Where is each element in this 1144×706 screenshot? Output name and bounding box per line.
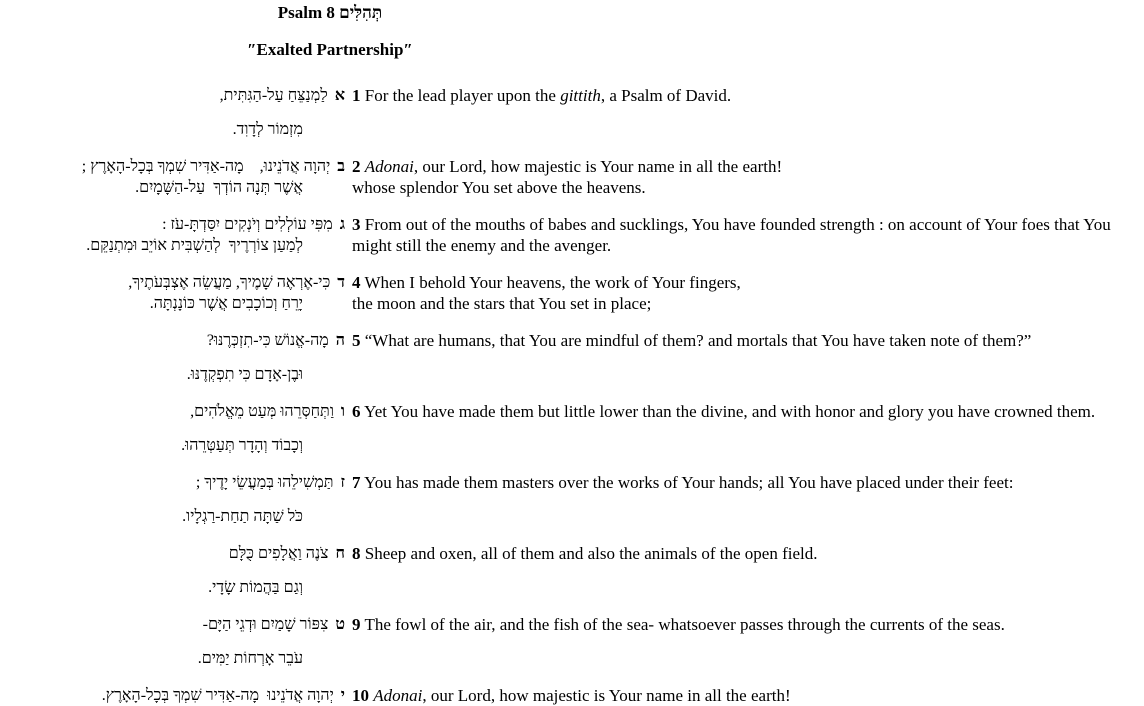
english-run: “What are humans, that You are mindful of them? and mortals that You have taken note of them?”: [364, 331, 1032, 350]
verse-letter-hebrew: ד: [337, 274, 345, 291]
hebrew-line-1: [0, 401, 345, 422]
verse-number: 7: [352, 473, 361, 492]
hebrew-line-1: [0, 272, 345, 293]
english-run: whose splendor You set above the heavens.: [352, 178, 646, 197]
hebrew-text-1: צֹנֶה וַאֲלָפִים כֻּלָּם: [228, 545, 329, 562]
verse-hebrew: [0, 543, 345, 598]
english-text: [364, 402, 1095, 421]
verse-english: [352, 543, 1144, 564]
verse-row: [0, 685, 1144, 706]
hebrew-line-2: מִזְמוֹר לְדָוִד.: [232, 121, 303, 138]
english-run: Adonai: [373, 686, 423, 705]
title-english: Psalm 8: [277, 3, 335, 22]
english-text: [352, 273, 741, 313]
verse-letter-hebrew: י: [340, 687, 345, 704]
hebrew-line-1: [0, 614, 345, 635]
hebrew-line-1: [0, 330, 345, 351]
verse-row: [0, 156, 1144, 198]
english-text: [352, 157, 782, 197]
hebrew-line-2: כֹּל שַׁתָּה תַחַת-רַגְלָיו.: [182, 508, 303, 525]
english-text: [365, 86, 731, 105]
english-run: , our Lord, how majestic is Your name in all the earth!: [413, 157, 783, 176]
english-run: The fowl of the air, and the fish of the sea- whatsoever passes through the currents of the seas.: [364, 615, 1005, 634]
hebrew-text-1: תַּמְשִׁילֵהוּ בְּמַעֲשֵׂי יָדֶיךָ ;: [195, 474, 334, 491]
english-run: For the lead player upon the: [364, 86, 561, 105]
verse-number: 9: [352, 615, 361, 634]
verse-english: [352, 685, 1144, 706]
verse-letter-hebrew: ט: [335, 616, 345, 633]
hebrew-line-2: וְכָבוֹד וְהָדָר תְּעַטְּרֵהוּ.: [181, 437, 303, 454]
hebrew-text-1: כִּי-אֶרְאֶה שָׁמֶיךָ, מַעֲשֵׂה אֶצְבְּעֹתֶיךָ,: [128, 274, 331, 291]
verse-row: [0, 272, 1144, 314]
verse-hebrew: [0, 472, 345, 527]
verse-number: 6: [352, 402, 361, 421]
english-text: [365, 331, 1032, 350]
verse-row: [0, 543, 1144, 598]
page-title: [0, 2, 660, 23]
hebrew-text-1: וַתְּחַסְּרֵהוּ מְּעַט מֵאֱלֹהִים,: [190, 403, 334, 420]
verse-letter-hebrew: ב: [337, 158, 345, 175]
hebrew-line-2: לְמַעַן צוֹרְרֶיךָ לְהַשְׁבִּית אוֹיֵב וּמִתְנַקֵּם.: [86, 237, 303, 254]
hebrew-text-1: צִפּוֹר שָׁמַיִם וּדְגֵי הַיָּם-: [202, 616, 329, 633]
verse-list: [0, 85, 1144, 706]
verse-english: [352, 614, 1144, 635]
verse-row: [0, 472, 1144, 527]
english-run: , a Psalm of David.: [600, 86, 732, 105]
verse-english: [352, 214, 1144, 256]
hebrew-line-1: [0, 685, 345, 706]
english-run: You has made them masters over the works of Your hands; all You have placed under their feet:: [364, 473, 1014, 492]
verse-english: [352, 330, 1144, 351]
hebrew-text-1: מִפִּי עוֹלְלִים וְיֹנְקִים יִסַּדְתָּ-עֹז :: [162, 216, 333, 233]
hebrew-text-1: יְהוָה אֲדֹנֵינוּ מָה-אַדִּיר שִׁמְךָ בְּכָל-הָאָרֶץ.: [101, 687, 334, 704]
verse-hebrew: [0, 272, 345, 314]
verse-english: [352, 401, 1144, 422]
verse-letter-hebrew: ג: [339, 216, 345, 233]
verse-number: 10: [352, 686, 369, 705]
verse-english: [352, 272, 1144, 314]
verse-row: [0, 614, 1144, 669]
english-text: [352, 215, 1111, 255]
hebrew-line-1: [0, 85, 345, 106]
verse-row: [0, 214, 1144, 256]
english-run: Adonai: [364, 157, 414, 176]
english-text: [364, 615, 1004, 634]
verse-letter-hebrew: ז: [340, 474, 345, 491]
english-run: When I behold Your heavens, the work of Your fingers,: [364, 273, 741, 292]
hebrew-line-1: [0, 472, 345, 493]
hebrew-line-2: וּבֶן-אָדָם כִּי תִפְקְדֶנּוּ.: [186, 366, 303, 383]
english-text: [373, 686, 790, 705]
hebrew-line-2: יָרֵחַ וְכוֹכָבִים אֲשֶׁר כּוֹנָנְתָּה.: [149, 295, 303, 312]
verse-number: 8: [352, 544, 361, 563]
english-text: [364, 473, 1013, 492]
verse-number: 1: [352, 86, 361, 105]
hebrew-text-1: לַמְנַצֵּחַ עַל-הַגִּתִּית,: [219, 87, 328, 104]
verse-letter-hebrew: א: [334, 87, 345, 104]
english-run: Sheep and oxen, all of them and also the animals of the open field.: [364, 544, 818, 563]
verse-hebrew: [0, 214, 345, 256]
verse-english: [352, 156, 1144, 198]
title-hebrew: תְּהִלִּים: [339, 3, 383, 22]
document-header: [0, 0, 660, 60]
verse-hebrew: [0, 401, 345, 456]
english-run: , our Lord, how majestic is Your name in all the earth!: [422, 686, 791, 705]
verse-hebrew: [0, 156, 345, 198]
verse-number: 3: [352, 215, 361, 234]
english-run: gittith: [560, 86, 601, 105]
hebrew-line-2: אֲשֶׁר תְּנָה הוֹדְךָ עַל-הַשָּׁמָיִם.: [135, 179, 303, 196]
english-run: From out of the mouths of babes and sucklings, You have founded strength : on account of Your foes that You might still the enemy and the avenger.: [352, 215, 1111, 255]
verse-number: 5: [352, 331, 361, 350]
verse-number: 2: [352, 157, 361, 176]
page-subtitle: ″Exalted Partnership″: [247, 40, 413, 59]
hebrew-line-2: עֹבֵר אָרְחוֹת יַמִּים.: [197, 650, 303, 667]
english-run: Yet You have made them but little lower than the divine, and with honor and glory you have crowned them.: [364, 402, 1096, 421]
verse-letter-hebrew: ה: [335, 332, 345, 349]
verse-letter-hebrew: ו: [340, 403, 345, 420]
verse-letter-hebrew: ח: [335, 545, 345, 562]
verse-hebrew: [0, 685, 345, 706]
verse-english: [352, 472, 1144, 493]
hebrew-text-1: מָה-אֱנוֹשׁ כִּי-תִזְכְּרֶנּוּ?: [206, 332, 329, 349]
english-text: [365, 544, 818, 563]
hebrew-text-1: יְהוָה אֲדֹנֵינוּ, מָה-אַדִּיר שִׁמְךָ בְּכָל-הָאָרֶץ ;: [81, 158, 331, 175]
verse-row: [0, 330, 1144, 385]
verse-hebrew: [0, 85, 345, 140]
hebrew-line-1: [0, 156, 345, 177]
english-run: the moon and the stars that You set in place;: [352, 294, 652, 313]
verse-english: [352, 85, 1144, 106]
verse-number: 4: [352, 273, 361, 292]
verse-hebrew: [0, 614, 345, 669]
verse-row: [0, 401, 1144, 456]
verse-hebrew: [0, 330, 345, 385]
hebrew-line-2: וְגַם בַּהֲמוֹת שָׂדָי.: [208, 579, 303, 596]
hebrew-line-1: [0, 543, 345, 564]
verse-row: [0, 85, 1144, 140]
hebrew-line-1: [0, 214, 345, 235]
